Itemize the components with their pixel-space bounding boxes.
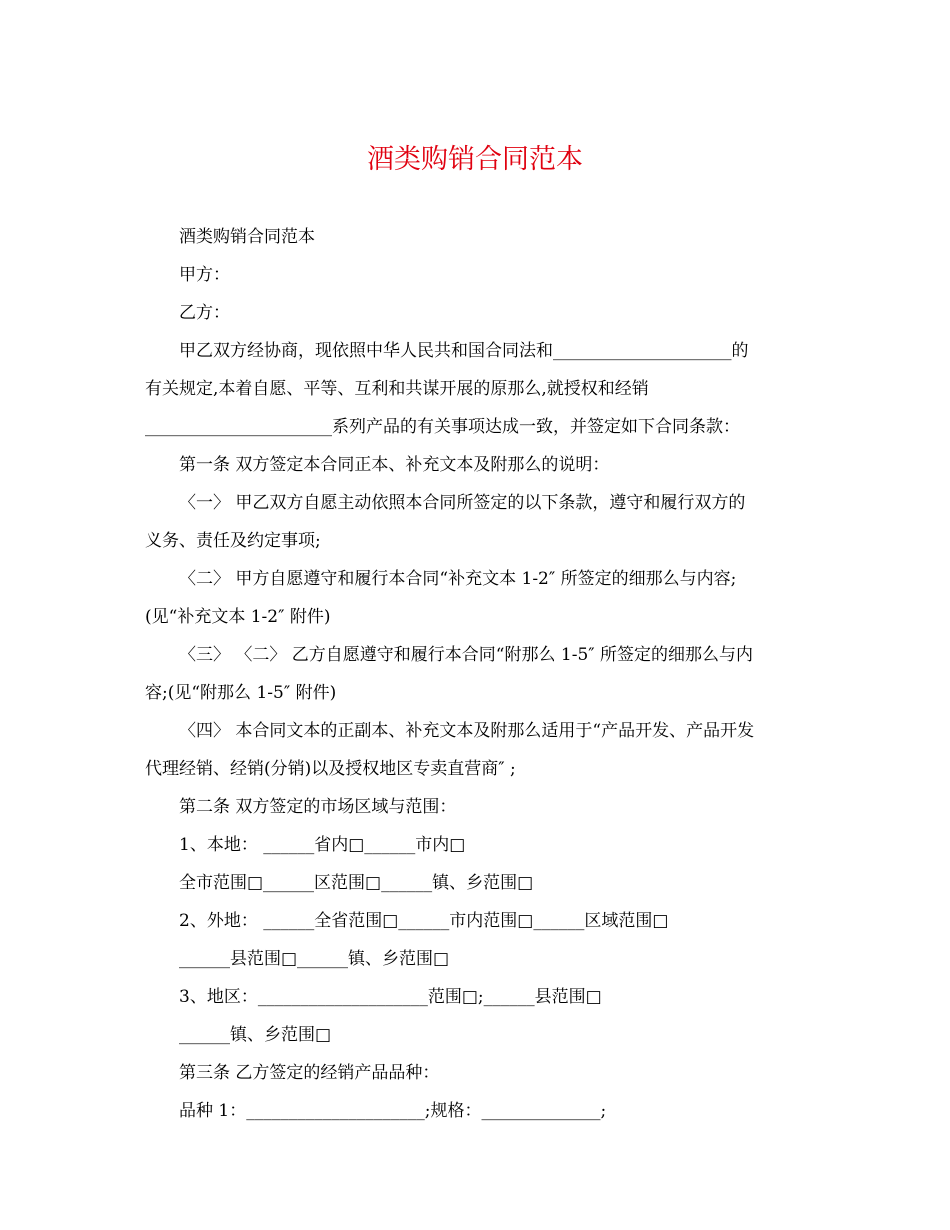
paragraph-line: 2、外地： ______全省范围□______市内范围□______区域范围□ <box>179 911 669 931</box>
document-body <box>145 218 807 1130</box>
paragraph-line: 〈三〉 〈二〉 乙方自愿遵守和履行本合同“附那么 1-5″ 所签定的细那么与内 <box>179 645 754 665</box>
paragraph-line: 品种 1：_____________________;规格：______________; <box>179 1101 607 1121</box>
paragraph-line: ______镇、乡范围□ <box>179 1025 332 1045</box>
paragraph-line: 第一条 双方签定本合同正本、补充文本及附那么的说明： <box>179 455 610 475</box>
paragraph-line: 乙方： <box>179 303 230 323</box>
paragraph-line: 甲乙双方经协商，现依照中华人民共和国合同法和_____________________的 <box>179 341 749 361</box>
paragraph-line: 甲方： <box>179 265 230 285</box>
paragraph-line: 全市范围□______区范围□______镇、乡范围□ <box>179 873 534 893</box>
paragraph-line: 3、地区：____________________范围□;______县范围□ <box>179 987 602 1007</box>
paragraph-line: 1、本地： ______省内□______市内□ <box>179 835 466 855</box>
paragraph-line: 〈一〉 甲乙双方自愿主动依照本合同所签定的以下条款，遵守和履行双方的 <box>179 493 746 513</box>
paragraph-line: (见“补充文本 1-2″ 附件) <box>145 607 331 627</box>
paragraph-line: 〈二〉 甲方自愿遵守和履行本合同“补充文本 1-2″ 所签定的细那么与内容; <box>179 569 737 589</box>
paragraph-line: 第三条 乙方签定的经销产品品种： <box>179 1063 440 1083</box>
paragraph-line: 第二条 双方签定的市场区域与范围： <box>179 797 457 817</box>
paragraph-line: 义务、责任及约定事项; <box>145 531 321 551</box>
paragraph-line: 代理经销、经销(分销)以及授权地区专卖直营商″ ; <box>145 759 516 779</box>
document-title: 酒类购销合同范本 <box>367 144 583 175</box>
paragraph-line: ______________________系列产品的有关事项达成一致，并签定如下合同条款： <box>145 417 740 437</box>
paragraph-line: 容;(见“附那么 1-5″ 附件) <box>145 683 337 703</box>
paragraph-line: 有关规定,本着自愿、平等、互利和共谋开展的原那么,就授权和经销 <box>145 379 649 399</box>
paragraph-line: 〈四〉 本合同文本的正副本、补充文本及附那么适用于“产品开发、产品开发 <box>179 721 755 741</box>
paragraph-line: ______县范围□______镇、乡范围□ <box>179 949 450 969</box>
paragraph-line: 酒类购销合同范本 <box>179 227 315 247</box>
